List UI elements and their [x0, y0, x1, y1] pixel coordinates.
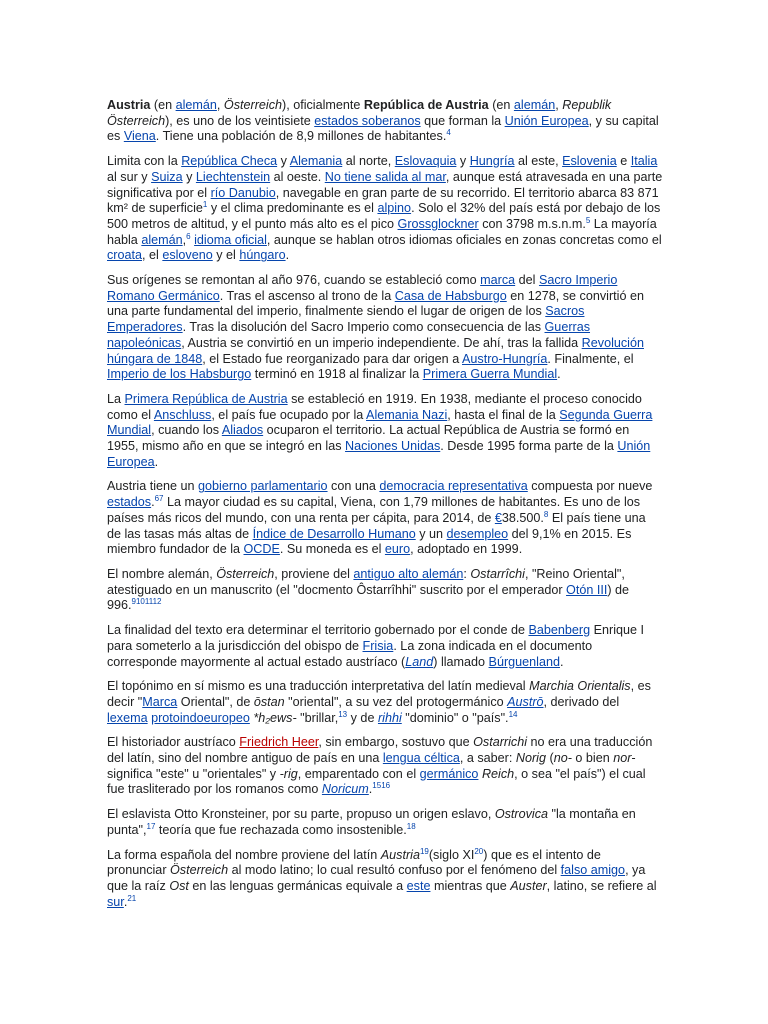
link-sur[interactable]: sur: [107, 894, 124, 909]
link-sacros-emperadores[interactable]: Sacros Emperadores: [107, 304, 585, 335]
link-lexema[interactable]: lexema: [107, 710, 148, 725]
link-casa-de-habsburgo[interactable]: Casa de Habsburgo: [394, 288, 507, 303]
paragraph-text: , y su capital es: [107, 113, 659, 144]
paragraph-text: , derivado del: [543, 694, 620, 709]
paragraph-text: El nombre alemán,: [107, 566, 217, 581]
paragraph-text: terminó en 1918 al finalizar la: [251, 367, 423, 382]
link-gobierno-parlamentario[interactable]: gobierno parlamentario: [198, 479, 328, 494]
paragraph-text: "dominio" o "país".: [401, 710, 509, 725]
paragraph-text: ), oficialmente: [282, 98, 364, 112]
citation-link[interactable]: 4: [446, 128, 451, 138]
italic-term: Österreich: [223, 98, 282, 112]
paragraph-text: y de: [347, 710, 378, 725]
link-aleman[interactable]: alemán: [141, 232, 183, 247]
link-croata[interactable]: croata: [107, 248, 143, 263]
link-estados[interactable]: estados: [107, 495, 152, 510]
paragraph-text: , a saber:: [459, 751, 516, 766]
paragraph-text: , el Estado fue reorganizado para dar origen a: [202, 351, 462, 366]
italic-term: Auster: [510, 878, 547, 893]
italic-term: Reich: [481, 766, 515, 781]
paragraph-text: (en: [150, 98, 176, 112]
paragraph-text: al sur y: [107, 169, 152, 184]
link-austro-hungria[interactable]: Austro-Hungría: [462, 351, 548, 366]
link-idioma-oficial[interactable]: idioma oficial: [194, 232, 267, 247]
paragraph-text: El historiador austríaco: [107, 735, 240, 750]
paragraph-text: , proviene del: [274, 566, 354, 581]
article-paragraph: [107, 479, 663, 558]
link-segunda-guerra-mundial[interactable]: Segunda Guerra Mundial: [107, 407, 653, 438]
paragraph-text: El eslavista Otto Kronsteiner, por su parte, propuso un origen eslavo,: [107, 807, 495, 822]
link-anschluss[interactable]: Anschluss: [153, 407, 212, 422]
paragraph-text: Sus orígenes se remontan al año 976, cuando se estableció como: [107, 273, 481, 288]
link-babenberg[interactable]: Babenberg: [528, 623, 591, 638]
citation-link[interactable]: 1516: [372, 781, 391, 791]
paragraph-text: .: [559, 654, 564, 669]
paragraph-text: al oeste.: [270, 169, 325, 184]
citation-link[interactable]: 9101112: [131, 597, 162, 607]
paragraph-text: .: [154, 454, 159, 469]
paragraph-text: Oriental", de: [177, 694, 254, 709]
paragraph-text: , el país fue ocupado por la: [211, 407, 367, 422]
link-indice-de-desarrollo-humano[interactable]: Índice de Desarrollo Humano: [252, 526, 416, 541]
article-paragraph: [107, 154, 663, 264]
citation-link[interactable]: 8: [543, 509, 549, 519]
article-paragraph: [107, 567, 663, 614]
link-eslovaquia[interactable]: Eslovaquia: [394, 154, 457, 169]
paragraph-text: Enrique I para someterlo a la jurisdicción del obispo de: [107, 623, 644, 653]
link-germanico[interactable]: germánico: [419, 766, 479, 781]
link-estados-soberanos[interactable]: estados soberanos: [314, 113, 421, 128]
link-aleman[interactable]: alemán: [175, 98, 217, 112]
article-paragraph: [107, 735, 663, 798]
link-burguenland[interactable]: Búrguenland: [488, 654, 560, 669]
article-paragraph: [107, 392, 663, 471]
link-primera-guerra-mundial[interactable]: Primera Guerra Mundial: [422, 367, 558, 382]
italic-term: *h₂ews-: [253, 710, 297, 725]
paragraph-text: (siglo XI: [428, 847, 475, 862]
paragraph-text: con 3798 m.s.n.m.: [478, 216, 586, 231]
reference-superscript: [372, 781, 390, 790]
paragraph-text: , el: [142, 248, 163, 263]
citation-link[interactable]: 13: [338, 709, 348, 719]
link-antiguo-alto-aleman[interactable]: antiguo alto alemán: [353, 566, 464, 581]
link-sacro-imperio-romano-germanico[interactable]: Sacro Imperio Romano Germánico: [107, 273, 618, 303]
reference-superscript: [420, 846, 429, 855]
italic-term: Austria: [380, 847, 420, 862]
paragraph-text: .: [285, 248, 290, 263]
paragraph-text: . La zona indicada en el documento corresponde mayormente al actual estado austríaco (: [107, 638, 593, 669]
paragraph-text: La mayoría habla: [107, 216, 657, 247]
paragraph-text: "la montaña en punta",: [107, 807, 636, 837]
citation-link[interactable]: 6: [186, 231, 191, 241]
reference-superscript: [509, 709, 518, 718]
paragraph-text: La finalidad del texto era determinar el territorio gobernado por el conde de: [107, 623, 529, 638]
paragraph-text: . Tras el ascenso al trono de la: [219, 288, 395, 303]
link-revolucion-hungara-de-1848[interactable]: Revolución húngara de 1848: [107, 335, 644, 366]
paragraph-text: ,: [182, 232, 187, 247]
paragraph-text: y un: [415, 526, 447, 541]
paragraph-text: no era una traducción del latín, sino del nombre antiguo de país en una: [107, 735, 653, 766]
citation-link[interactable]: 20: [474, 846, 484, 856]
link-alemania[interactable]: Alemania: [289, 154, 343, 169]
reference-superscript: [338, 709, 347, 718]
paragraph-text: teoría que fue rechazada como insostenible.: [155, 822, 407, 837]
paragraph-text: El topónimo en sí mismo es una traducción interpretativa del latín medieval: [107, 679, 530, 694]
link-noricum[interactable]: Noricum: [321, 782, 369, 797]
article-paragraph: [107, 273, 663, 383]
paragraph-text: . Tras la disolución del Sacro Imperio como consecuencia de las: [182, 320, 545, 335]
link-union-europea[interactable]: Unión Europea: [107, 439, 651, 469]
citation-link[interactable]: 67: [154, 493, 164, 503]
paragraph-text: del 9,1% en 2015. Es miembro fundador de la: [107, 526, 632, 557]
link-grossglockner[interactable]: Grossglockner: [397, 216, 479, 231]
italic-term: -rig: [279, 766, 298, 781]
link-rio-danubio[interactable]: río Danubio: [210, 185, 276, 200]
paragraph-text: . Desde 1995 forma parte de la: [440, 439, 618, 454]
paragraph-text: , "Reino Oriental", atestiguado en un manuscrito (el "docmento Ôstarrîhhi" suscrito por el emperador: [107, 566, 625, 597]
paragraph-text: y: [182, 169, 196, 184]
paragraph-text: .: [368, 782, 373, 797]
paragraph-text: , sin embargo, sostuvo que: [318, 735, 474, 750]
paragraph-text: ), es uno de los veintisiete: [165, 113, 315, 128]
link-marca[interactable]: Marca: [142, 694, 178, 709]
bold-term: Austria: [107, 98, 151, 112]
link-austro[interactable]: Austrō: [507, 694, 544, 709]
link-rihhi[interactable]: rihhi: [377, 710, 402, 725]
italic-term: nor-: [613, 751, 636, 766]
article-paragraph: [107, 623, 663, 670]
link-democracia-representativa[interactable]: democracia representativa: [379, 479, 528, 494]
italic-term: ōstan: [253, 694, 285, 709]
reference-superscript: [407, 822, 416, 831]
link-aliados[interactable]: Aliados: [221, 423, 264, 438]
paragraph-text: , aunque está atravesada en una parte significativa por el: [107, 169, 663, 200]
italic-term: Norig: [515, 751, 546, 766]
paragraph-text: ,: [555, 98, 563, 112]
paragraph-text: del: [515, 273, 539, 288]
paragraph-text: La mayor ciudad es su capital, Viena, con 1,79 millones de habitantes. Es uno de los países más ricos del mundo, con una renta per cápita, para 2014, de: [107, 495, 641, 525]
paragraph-text: significa "este" u "orientales" y: [107, 766, 280, 781]
paragraph-text: . Tiene una población de 8,9 millones de habitantes.: [155, 129, 447, 144]
paragraph-text: y: [277, 154, 290, 169]
link-lengua-celtica[interactable]: lengua céltica: [382, 751, 460, 766]
link-imperio-de-los-habsburgo[interactable]: Imperio de los Habsburgo: [107, 367, 252, 382]
article-paragraph: [107, 679, 663, 726]
bold-term: República de Austria: [363, 98, 489, 112]
paragraph-text: ) de 996.: [107, 582, 630, 613]
link-land[interactable]: Land: [405, 654, 434, 669]
paragraph-text: (: [546, 751, 554, 766]
citation-link[interactable]: 19: [419, 846, 429, 856]
paragraph-text: .: [151, 495, 155, 510]
paragraph-text: , emparentado con el: [297, 766, 420, 781]
link-republica-checa[interactable]: República Checa: [181, 154, 278, 169]
link-union-europea[interactable]: Unión Europea: [504, 113, 589, 128]
italic-term: Marchia Orientalis: [529, 679, 631, 694]
article-paragraph: [107, 807, 663, 838]
link-hungaro[interactable]: húngaro: [239, 248, 286, 263]
paragraph-text: en 1278, se convirtió en una parte fundamental del imperio, finalmente siendo el lugar de origen de los: [107, 288, 644, 319]
link-protoindoeuropeo[interactable]: protoindoeuropeo: [151, 710, 250, 725]
paragraph-text: "brillar,: [296, 710, 339, 725]
paragraph-text: al este,: [514, 154, 563, 169]
paragraph-text: que forman la: [420, 113, 505, 128]
paragraph-text: , hasta el final de la: [447, 407, 560, 422]
citation-link[interactable]: 18: [406, 821, 416, 831]
paragraph-text: y el: [212, 248, 240, 263]
link-primera-republica-de-austria[interactable]: Primera República de Austria: [124, 391, 288, 406]
article-paragraph: [107, 98, 663, 145]
italic-term: Österreich: [216, 566, 275, 581]
italic-term: Republik Österreich: [107, 98, 612, 128]
link-falso-amigo[interactable]: falso amigo: [560, 863, 626, 878]
paragraph-text: y: [456, 154, 470, 169]
link-italia[interactable]: Italia: [630, 154, 658, 169]
italic-term: Österreich: [170, 863, 229, 878]
link-friedrich-heer[interactable]: Friedrich Heer: [239, 735, 319, 750]
link-eslovenia[interactable]: Eslovenia: [562, 154, 617, 169]
paragraph-text: ocuparon el territorio. La actual República de Austria se formó en 1955, mismo año en que se integró en las: [107, 423, 630, 454]
paragraph-text: compuesta por nueve: [527, 479, 653, 494]
citation-link[interactable]: 14: [508, 709, 518, 719]
paragraph-text: , adoptado en 1999.: [410, 542, 523, 557]
paragraph-text: , es decir ": [107, 679, 651, 709]
paragraph-text: La forma española del nombre proviene del latín: [107, 847, 381, 862]
citation-link[interactable]: 17: [146, 821, 156, 831]
paragraph-text: , aunque se hablan otros idiomas oficiales en zonas concretas como el: [266, 232, 662, 247]
paragraph-text: e: [616, 154, 631, 169]
paragraph-text: , ya que la raíz: [107, 863, 646, 893]
paragraph-text: El país tiene una de las tasas más altas de: [107, 510, 646, 541]
link-ocde[interactable]: OCDE: [243, 542, 280, 557]
italic-term: Ost: [169, 878, 189, 893]
paragraph-text: al modo latino; lo cual resultó confuso por el fenómeno del: [228, 863, 561, 878]
article-paragraph: [107, 848, 663, 911]
paragraph-text: , o sea "el país") el cual fue trasliterado por los romanos como: [107, 766, 646, 797]
link-esloveno[interactable]: esloveno: [162, 248, 213, 263]
article-body: [107, 98, 663, 919]
paragraph-text: 38.500.: [501, 510, 544, 525]
paragraph-text: se estableció en 1919. En 1938, mediante el proceso conocido como el: [107, 391, 642, 422]
citation-link[interactable]: 5: [585, 215, 591, 225]
paragraph-text: ,: [216, 98, 224, 112]
link-guerras-napoleonicas[interactable]: Guerras napoleónicas: [107, 320, 591, 350]
link-liechtenstein[interactable]: Liechtenstein: [195, 169, 271, 184]
link-frisia[interactable]: Frisia: [362, 638, 394, 653]
paragraph-text: . Solo el 32% del país está por debajo de los 500 metros de altitud, y el punto más alto es el pico: [107, 201, 661, 231]
link-euro[interactable]: euro: [384, 542, 411, 557]
paragraph-text: , Austria se convirtió en un imperio independiente. De ahí, tras la fallida: [181, 335, 582, 350]
paragraph-text: y el clima predominante es el: [207, 201, 378, 216]
paragraph-text: Limita con la: [107, 154, 182, 169]
paragraph-text: con una: [327, 479, 380, 494]
paragraph-text: :: [463, 566, 471, 581]
link-oton-iii[interactable]: Otón III: [566, 582, 608, 597]
link-x[interactable]: €: [494, 510, 502, 525]
paragraph-text: La: [107, 391, 125, 406]
reference-superscript: [127, 893, 136, 902]
paragraph-text: Austria tiene un: [107, 479, 199, 494]
paragraph-text: ) que es el intento de pronunciar: [107, 847, 601, 878]
link-no-tiene-salida-al-mar[interactable]: No tiene salida al mar: [324, 169, 446, 184]
italic-term: Ostarrichi: [473, 735, 527, 750]
citation-link[interactable]: 1: [202, 200, 208, 210]
reference-superscript: [446, 128, 450, 137]
paragraph-text: , cuando los: [151, 423, 222, 438]
link-suiza[interactable]: Suiza: [151, 169, 183, 184]
link-alpino[interactable]: alpino: [377, 201, 412, 216]
paragraph-text: . Finalmente, el: [547, 351, 634, 366]
paragraph-text: , navegable en gran parte de su recorrido. El territorio abarca 83 871 km² de superficie: [107, 185, 659, 216]
link-alemania-nazi[interactable]: Alemania Nazi: [366, 407, 448, 422]
reference-superscript: [132, 597, 162, 606]
link-viena[interactable]: Viena: [123, 129, 156, 144]
italic-term: no-: [553, 751, 572, 766]
italic-term: Ostrovica: [494, 807, 549, 822]
link-hungria[interactable]: Hungría: [469, 154, 515, 169]
link-naciones-unidas[interactable]: Naciones Unidas: [345, 439, 441, 454]
reference-superscript: [155, 494, 164, 503]
paragraph-text: .: [123, 894, 128, 909]
link-este[interactable]: este: [406, 878, 431, 893]
paragraph-text: o bien: [571, 751, 614, 766]
paragraph-text: . Su moneda es el: [279, 542, 385, 557]
paragraph-text: en las lenguas germánicas equivale a: [188, 878, 407, 893]
paragraph-text: .: [557, 367, 561, 382]
paragraph-text: ) llamado: [433, 654, 489, 669]
paragraph-text: (en: [488, 98, 514, 112]
link-aleman[interactable]: alemán: [513, 98, 556, 112]
paragraph-text: , latino, se refiere al: [546, 878, 657, 893]
reference-superscript: [186, 231, 190, 240]
link-desempleo[interactable]: desempleo: [446, 526, 509, 541]
paragraph-text: mientras que: [430, 878, 511, 893]
italic-term: Ostarrîchi: [470, 566, 525, 581]
citation-link[interactable]: 21: [127, 893, 137, 903]
reference-superscript: [474, 846, 483, 855]
paragraph-text: "oriental", a su vez del protogermánico: [284, 694, 508, 709]
paragraph-text: al norte,: [342, 154, 395, 169]
link-marca[interactable]: marca: [480, 273, 516, 288]
